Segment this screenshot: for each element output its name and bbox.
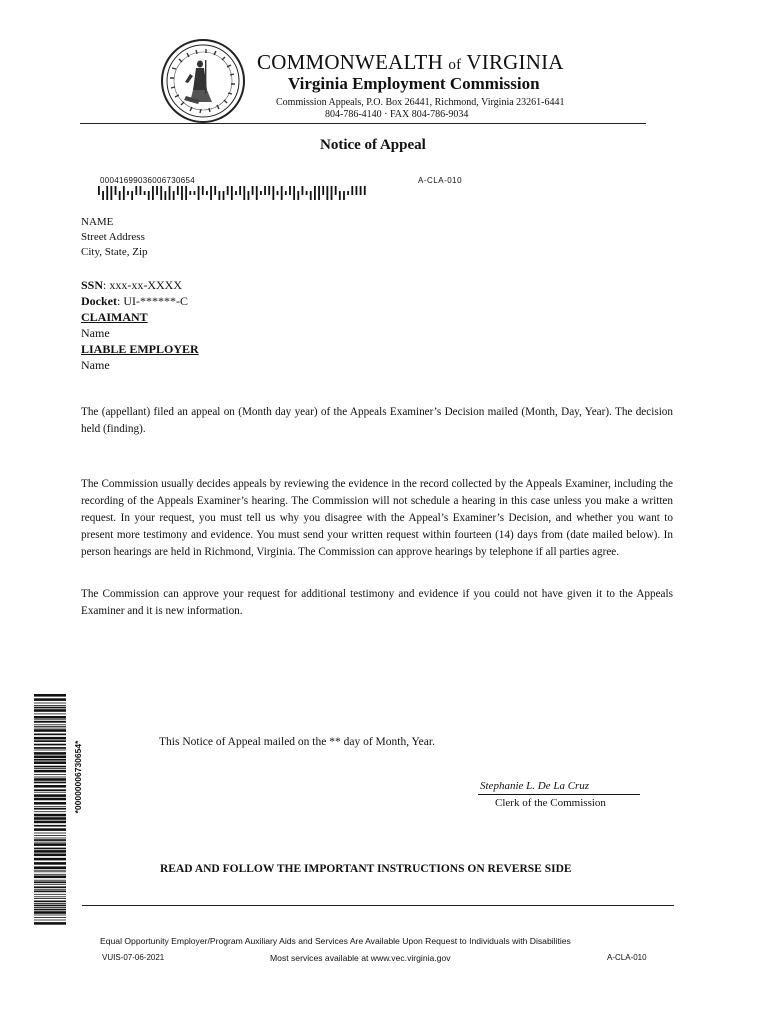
reverse-side-instructions: READ AND FOLLOW THE IMPORTANT INSTRUCTIONS ON REVERSE SIDE bbox=[160, 863, 572, 875]
side-bar-mark bbox=[34, 828, 66, 831]
recipient-city: City, State, Zip bbox=[81, 246, 148, 258]
side-bar-mark bbox=[34, 850, 66, 853]
side-bar-mark bbox=[34, 905, 66, 907]
signer-title: Clerk of the Commission bbox=[495, 797, 606, 809]
side-bar-mark bbox=[34, 752, 66, 755]
ssn-value: : xxx-xx-XXXX bbox=[103, 278, 183, 292]
postal-bar-mark bbox=[285, 191, 287, 195]
side-bar-mark bbox=[34, 705, 66, 706]
side-bar-mark bbox=[34, 707, 66, 709]
postal-bar-mark bbox=[115, 186, 117, 195]
side-bar-mark bbox=[34, 719, 66, 720]
postal-bar-mark bbox=[131, 191, 133, 200]
postal-bar-mark bbox=[194, 191, 196, 195]
footer-website: Most services available at www.vec.virginia.gov bbox=[270, 953, 451, 963]
side-bar-mark bbox=[34, 821, 66, 824]
postal-bar-mark bbox=[351, 186, 353, 195]
side-bar-mark bbox=[34, 806, 66, 807]
side-bar-mark bbox=[34, 842, 66, 843]
postal-bar-mark bbox=[218, 191, 220, 200]
postal-bar-mark bbox=[306, 191, 308, 195]
side-bar-mark bbox=[34, 894, 66, 895]
postal-bar-mark bbox=[248, 191, 250, 200]
postal-bar-mark bbox=[331, 186, 333, 200]
side-bar-mark bbox=[34, 768, 66, 769]
postal-bar-mark bbox=[214, 186, 216, 195]
side-bar-mark bbox=[34, 798, 66, 801]
side-bar-mark bbox=[34, 808, 66, 810]
side-barcode-label: *00000006730654* bbox=[73, 740, 83, 814]
document-title: Notice of Appeal bbox=[320, 137, 426, 153]
side-bar-mark bbox=[34, 848, 66, 850]
postal-bar-mark bbox=[318, 186, 320, 200]
postal-bar-mark bbox=[339, 191, 341, 200]
header-title bbox=[257, 50, 564, 75]
recipient-street: Street Address bbox=[81, 231, 145, 243]
agency-phone-fax: 804-786-4140 · FAX 804-786-9034 bbox=[325, 109, 469, 120]
postal-bar-mark bbox=[297, 191, 299, 200]
side-barcode-label-wrap bbox=[70, 694, 86, 860]
postal-bar-mark bbox=[227, 186, 229, 195]
postal-bar-mark bbox=[281, 186, 283, 200]
header-title-state: VIRGINIA bbox=[466, 50, 564, 74]
side-bar-mark bbox=[34, 774, 66, 775]
footer-divider bbox=[82, 905, 674, 906]
postal-bar-mark bbox=[223, 191, 225, 200]
postal-bar-mark bbox=[272, 186, 274, 200]
postal-bar-mark bbox=[243, 186, 245, 200]
side-bar-mark bbox=[34, 737, 66, 740]
postal-bar-mark bbox=[148, 191, 150, 200]
side-bar-mark bbox=[34, 922, 66, 925]
postal-bar-mark bbox=[364, 186, 366, 195]
side-bar-mark bbox=[34, 770, 66, 773]
side-bar-mark bbox=[34, 907, 66, 908]
postal-bar-mark bbox=[206, 191, 208, 195]
postal-bar-mark bbox=[177, 186, 179, 195]
side-bar-mark bbox=[34, 703, 66, 704]
side-bar-mark bbox=[34, 862, 66, 865]
postal-bar-mark bbox=[356, 186, 358, 195]
side-bar-mark bbox=[34, 898, 66, 899]
side-bar-mark bbox=[34, 833, 66, 834]
side-bar-mark bbox=[34, 839, 66, 841]
side-bar-mark bbox=[34, 766, 66, 768]
postal-bar-mark bbox=[343, 191, 345, 200]
postal-bar-mark bbox=[127, 191, 129, 195]
side-bar-mark bbox=[34, 814, 66, 817]
docket-label: Docket bbox=[81, 294, 117, 308]
side-bar-mark bbox=[34, 698, 66, 701]
postal-bar-mark bbox=[264, 186, 266, 195]
postal-bar-mark bbox=[106, 186, 108, 200]
side-bar-mark bbox=[34, 811, 66, 812]
header-title-of: of bbox=[448, 57, 462, 73]
side-barcode bbox=[34, 694, 66, 926]
side-bar-mark bbox=[34, 782, 66, 784]
postal-bar-mark bbox=[360, 186, 362, 195]
side-bar-mark bbox=[34, 794, 66, 797]
side-bar-mark bbox=[34, 903, 66, 904]
agency-address: Commission Appeals, P.O. Box 26441, Richmond, Virginia 23261-6441 bbox=[276, 97, 565, 108]
postal-bar-mark bbox=[169, 186, 171, 200]
postal-bar-mark bbox=[239, 186, 241, 195]
side-bar-mark bbox=[34, 838, 66, 839]
postal-bar-mark bbox=[160, 186, 162, 200]
state-seal-icon bbox=[160, 38, 246, 124]
side-bar-mark bbox=[34, 896, 66, 897]
side-bar-mark bbox=[34, 716, 66, 719]
side-bar-mark bbox=[34, 891, 66, 893]
side-bar-mark bbox=[34, 789, 66, 791]
postal-bar-mark bbox=[289, 186, 291, 195]
postal-bar-mark bbox=[347, 191, 349, 195]
postal-bar-mark bbox=[235, 191, 237, 195]
postal-bar-mark bbox=[140, 186, 142, 195]
postal-bar-mark bbox=[322, 186, 324, 195]
side-bar-mark bbox=[34, 714, 66, 715]
side-bar-mark bbox=[34, 825, 66, 827]
side-bar-mark bbox=[34, 880, 66, 881]
postal-bar-mark bbox=[123, 186, 125, 200]
postal-bar-mark bbox=[277, 191, 279, 195]
side-bar-mark bbox=[34, 759, 66, 761]
postal-bar-mark bbox=[202, 186, 204, 195]
side-bar-mark bbox=[34, 843, 66, 846]
postal-bar-mark bbox=[98, 186, 100, 195]
postal-barcode bbox=[98, 186, 368, 200]
postal-bar-mark bbox=[302, 186, 304, 195]
docket-value: : UI-******-C bbox=[117, 294, 188, 308]
side-bar-mark bbox=[34, 721, 66, 723]
postal-bar-mark bbox=[119, 191, 121, 200]
postal-bar-mark bbox=[256, 186, 258, 200]
side-bar-mark bbox=[34, 881, 66, 883]
postal-bar-mark bbox=[252, 186, 254, 195]
postal-bar-mark bbox=[210, 186, 212, 200]
postal-bar-mark bbox=[144, 191, 146, 195]
postal-bar-mark bbox=[102, 191, 104, 200]
appeal-paragraph: The (appellant) filed an appeal on (Month day year) of the Appeals Examiner’s Decision mailed (Month, Day, Year). The decision held (finding). bbox=[81, 406, 673, 435]
postal-bar-mark bbox=[189, 191, 191, 195]
side-bar-mark bbox=[34, 874, 66, 875]
mailing-note: This Notice of Appeal mailed on the ** day of Month, Year. bbox=[159, 736, 435, 748]
postal-bar-mark bbox=[173, 191, 175, 200]
side-bar-mark bbox=[34, 817, 66, 820]
postal-bar-mark bbox=[152, 186, 154, 200]
side-bar-mark bbox=[34, 724, 66, 725]
header-title-main: COMMONWEALTH bbox=[257, 50, 443, 74]
side-bar-mark bbox=[34, 728, 66, 729]
postal-bar-mark bbox=[110, 186, 112, 200]
side-bar-mark bbox=[34, 854, 66, 857]
side-bar-mark bbox=[34, 909, 66, 911]
postal-bar-mark bbox=[156, 186, 158, 195]
side-bar-mark bbox=[34, 915, 66, 916]
postal-bar-mark bbox=[268, 186, 270, 195]
side-bar-mark bbox=[34, 917, 66, 918]
side-bar-mark bbox=[34, 792, 66, 793]
side-bar-mark bbox=[34, 870, 66, 871]
footer-eoe-statement: Equal Opportunity Employer/Program Auxiliary Aids and Services Are Available Upon Request to Individuals with Disabilities bbox=[100, 936, 571, 946]
postal-bar-mark bbox=[335, 186, 337, 195]
employer-label: LIABLE EMPLOYER bbox=[81, 342, 199, 356]
ssn-field bbox=[81, 278, 182, 293]
side-bar-mark bbox=[34, 889, 66, 890]
side-bar-mark bbox=[34, 761, 66, 764]
postal-bar-mark bbox=[310, 191, 312, 200]
procedure-paragraph: The Commission usually decides appeals by reviewing the evidence in the record collected by the Appeals Examiner, including the recording of the Appeals Examiner’s hearing. The Commission will not schedule a hearing in this case unless you make a written request. In your request, you must tell us why you disagree with the Appeal’s Examiner’s Decision, and whether you want to present more testimony and evidence. You must send your written request within fourteen (14) days from (date mailed below). In person hearings are held in Richmond, Virginia. The Commission can approve hearings by telephone if all parties agree. bbox=[81, 478, 673, 558]
side-bar-mark bbox=[34, 709, 66, 712]
postal-bar-mark bbox=[164, 191, 166, 200]
postal-bar-mark bbox=[314, 186, 316, 200]
side-bar-mark bbox=[34, 884, 66, 885]
side-bar-mark bbox=[34, 747, 66, 749]
side-bar-mark bbox=[34, 802, 66, 805]
side-bar-mark bbox=[34, 886, 66, 888]
side-bar-mark bbox=[34, 835, 66, 836]
side-bar-mark bbox=[34, 871, 66, 872]
barcode-number: 00041699036006730654 bbox=[100, 176, 195, 185]
side-bar-mark bbox=[34, 734, 66, 736]
postal-bar-mark bbox=[326, 186, 328, 200]
side-bar-mark bbox=[34, 777, 66, 778]
claimant-name: Name bbox=[81, 326, 110, 340]
side-bar-mark bbox=[34, 740, 66, 742]
side-bar-mark bbox=[34, 750, 66, 751]
ssn-label: SSN bbox=[81, 278, 104, 292]
postal-bar-mark bbox=[231, 186, 233, 200]
signature: Stephanie L. De La Cruz bbox=[480, 780, 590, 792]
side-bar-mark bbox=[34, 785, 66, 788]
testimony-paragraph: The Commission can approve your request for additional testimony and evidence if you could not have given it to the Appeals Examiner and it is new information. bbox=[81, 588, 673, 617]
side-bar-mark bbox=[34, 911, 66, 914]
side-bar-mark bbox=[34, 729, 66, 732]
postal-bar-mark bbox=[293, 186, 295, 200]
postal-bar-mark bbox=[135, 186, 137, 195]
footer-form-code: A-CLA-010 bbox=[607, 953, 647, 962]
side-bar-mark bbox=[34, 876, 66, 879]
docket-field bbox=[81, 294, 188, 309]
form-code: A-CLA-010 bbox=[418, 176, 463, 185]
claimant-label: CLAIMANT bbox=[81, 310, 148, 324]
footer-revision-code: VUIS-07-06-2021 bbox=[102, 953, 165, 962]
recipient-name: NAME bbox=[81, 216, 114, 228]
agency-name: Virginia Employment Commission bbox=[288, 74, 540, 93]
side-bar-mark bbox=[34, 901, 66, 903]
side-bar-mark bbox=[34, 756, 66, 759]
employer-name: Name bbox=[81, 358, 110, 372]
side-bar-mark bbox=[34, 726, 66, 727]
side-bar-mark bbox=[34, 694, 66, 697]
side-bar-mark bbox=[34, 858, 66, 861]
signature-line bbox=[478, 794, 640, 795]
side-bar-mark bbox=[34, 920, 66, 921]
postal-bar-mark bbox=[181, 186, 183, 200]
postal-bar-mark bbox=[198, 186, 200, 200]
postal-bar-mark bbox=[185, 186, 187, 200]
header-divider bbox=[80, 123, 646, 124]
postal-bar-mark bbox=[260, 191, 262, 195]
side-bar-mark bbox=[34, 744, 66, 746]
side-bar-mark bbox=[34, 778, 66, 781]
side-bar-mark bbox=[34, 866, 66, 869]
